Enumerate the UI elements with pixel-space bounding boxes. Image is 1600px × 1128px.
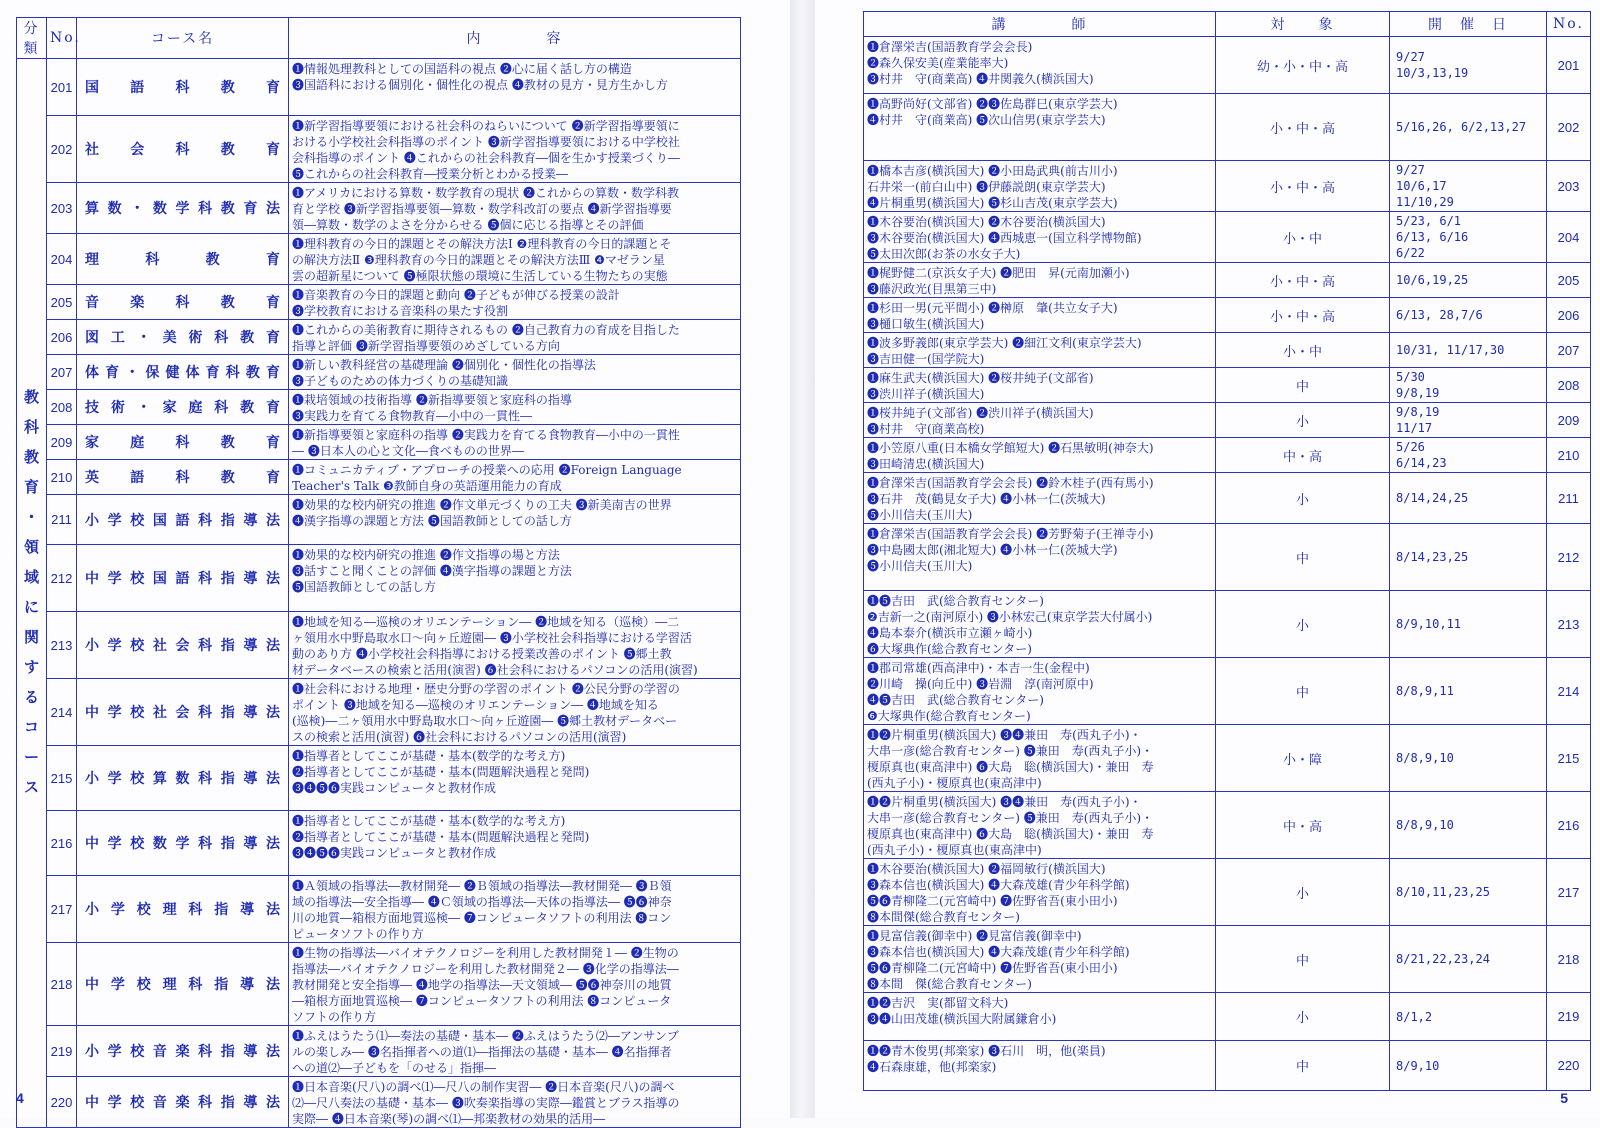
target-level: 小・障 (1216, 725, 1390, 792)
lecturer-names: ❶木谷要治(横浜国大) ❷福岡敏行(横浜国大) ❸森本信也(横浜国大) ❹大森茂雄(青少年科学館) ❺❻青柳隆二(元宮崎中) ❼佐野省吾(東小田小) ❽本間傑(総合教育センター) (864, 859, 1216, 926)
course-no: 210 (47, 460, 77, 495)
course-row (17, 545, 741, 612)
lecturer-row (864, 212, 1591, 263)
lecturer-row (864, 524, 1591, 591)
lecturer-names: ❶❷吉沢 実(都留文科大) ❸❹山田茂雄(横浜国大附属鎌倉小) (864, 993, 1216, 1041)
category-char: 領 (23, 539, 39, 556)
lecturer-row-no: 215 (1547, 725, 1591, 792)
target-level: 小・中 (1216, 333, 1390, 368)
course-no: 202 (47, 116, 77, 183)
course-row (17, 943, 741, 1026)
course-no: 208 (47, 390, 77, 425)
target-level: 中 (1216, 658, 1390, 725)
course-row (17, 183, 741, 234)
session-dates: 8/9,10,11 (1390, 591, 1547, 658)
lecturer-row-no: 205 (1547, 263, 1591, 298)
course-no: 217 (47, 876, 77, 943)
header-category: 分類 (17, 18, 47, 59)
category-char: ー (23, 749, 39, 766)
course-name: 国語科教育 (77, 59, 289, 116)
course-no: 204 (47, 234, 77, 285)
category-char: 育 (23, 479, 39, 496)
lecturer-row-no: 216 (1547, 792, 1591, 859)
course-name: 小学校音楽科指導法 (77, 1026, 289, 1077)
course-no: 206 (47, 320, 77, 355)
left-page (0, 0, 790, 1126)
target-level: 小 (1216, 859, 1390, 926)
lecturer-names: ❶高野尚好(文部省) ❷❸佐島群巳(東京学芸大) ❹村井 守(商業高) ❺次山信男(東京学芸大) (864, 94, 1216, 161)
target-level: 小・中・高 (1216, 298, 1390, 333)
target-level: 中 (1216, 1041, 1390, 1091)
lecturer-row (864, 438, 1591, 473)
course-row (17, 1026, 741, 1077)
session-dates: 10/6,19,25 (1390, 263, 1547, 298)
course-name: 算数・数学科教育法 (77, 183, 289, 234)
course-name: 技術・家庭科教育 (77, 390, 289, 425)
course-no: 213 (47, 612, 77, 679)
lecturer-row (864, 298, 1591, 333)
category-char: ス (23, 779, 39, 796)
target-level: 小・中・高 (1216, 263, 1390, 298)
course-row (17, 612, 741, 679)
target-level: 中・高 (1216, 792, 1390, 859)
right-page (815, 0, 1600, 1118)
session-dates: 8/8,9,10 (1390, 792, 1547, 859)
course-row (17, 811, 741, 876)
course-no: 218 (47, 943, 77, 1026)
course-row (17, 876, 741, 943)
session-dates: 8/8,9,10 (1390, 725, 1547, 792)
lecturer-row (864, 658, 1591, 725)
lecturer-row (864, 368, 1591, 403)
lecturer-names: ❶郡司常雄(西高津中)・本吉一生(金程中) ❷川崎 操(向丘中) ❸岩淵 淳(南河原中) ❹❺吉田 武(総合教育センター) ❻大塚典作(総合教育センター) (864, 658, 1216, 725)
lecturer-names: ❶橋本吉彦(横浜国大) ❷小田島武典(前古川小) 石井栄一(前白山中) ❸伊藤説朗(東京学芸大) ❹片桐重男(横浜国大) ❺杉山吉茂(東京学芸大) (864, 161, 1216, 212)
course-name: 中学校社会科指導法 (77, 679, 289, 746)
course-row (17, 679, 741, 746)
course-name: 体育・保健体育科教育 (77, 355, 289, 390)
category-char: 科 (23, 419, 39, 436)
session-dates: 5/26 6/14,23 (1390, 438, 1547, 473)
session-dates: 9/27 10/6,17 11/10,29 (1390, 161, 1547, 212)
session-dates: 5/23, 6/1 6/13, 6/16 6/22 (1390, 212, 1547, 263)
course-name: 中学校理科指導法 (77, 943, 289, 1026)
lecturer-row (864, 403, 1591, 438)
session-dates: 5/16,26, 6/2,13,27 (1390, 94, 1547, 161)
course-content: ❶新しい教科経営の基礎理論 ❷個別化・個性化の指導法 ❸子どものための体力づくりの基礎知識 (289, 355, 741, 390)
lecturer-row-no: 208 (1547, 368, 1591, 403)
lecturer-names: ❶波多野義郎(東京学芸大) ❷細江文利(東京学芸大) ❸吉田健一(国学院大) (864, 333, 1216, 368)
lecturer-row-no: 219 (1547, 993, 1591, 1041)
course-table-header (17, 18, 741, 59)
lecturer-row (864, 161, 1591, 212)
course-row (17, 495, 741, 545)
session-dates: 8/14,23,25 (1390, 524, 1547, 591)
course-content: ❶日本音楽(尺八)の調べ⑴―尺八の制作実習― ❷日本音楽(尺八)の調べ ⑵―尺八奏法の基礎・基本― ❸吹奏楽指導の実際―鑑賞とブラス指導の 実際― ❹日本音楽(琴)の調べ⑴―邦楽教材の効果的活用― (289, 1077, 741, 1128)
lecturer-row-no: 206 (1547, 298, 1591, 333)
header-no-right: No. (1547, 12, 1591, 37)
lecturer-row (864, 993, 1591, 1041)
course-no: 214 (47, 679, 77, 746)
course-content: ❶生物の指導法―バイオテクノロジーを利用した教材開発１― ❷生物の 指導法―バイオテクノロジーを利用した教材開発２― ❸化学の指導法― 教材開発と安全指導― ❹地学の指導法―天文領域― ❺❻神奈川の地質 ―箱根方面地質巡検― ❼コンピュータソフトの利用法 ❽コンピュータ ソフトの作り方 (289, 943, 741, 1026)
course-no: 215 (47, 746, 77, 811)
session-dates: 8/10,11,23,25 (1390, 859, 1547, 926)
lecturer-row-no: 214 (1547, 658, 1591, 725)
target-level: 中 (1216, 926, 1390, 993)
course-row (17, 59, 741, 116)
session-dates: 5/30 9/8,19 (1390, 368, 1547, 403)
category-char: る (23, 689, 39, 706)
course-name: 社会科教育 (77, 116, 289, 183)
course-content: ❶音楽教育の今日的課題と動向 ❷子どもが伸びる授業の設計 ❸学校教育における音楽科の果たす役割 (289, 285, 741, 320)
target-level: 小 (1216, 993, 1390, 1041)
category-char: に (23, 599, 39, 616)
course-content: ❶効果的な校内研究の推進 ❷作文単元づくりの工夫 ❸新美南吉の世界 ❹漢字指導の課題と方法 ❺国語教師としての話し方 (289, 495, 741, 545)
lecturer-names: ❶❷片桐重男(横浜国大) ❸❹兼田 寿(西丸子小)・ 大串一彦(総合教育センター) ❺兼田 寿(西丸子小)・ 榎原真也(東高津中) ❻大島 聡(横浜国大)・兼田 寿 (西丸子小)・榎原真也(東高津中) (864, 725, 1216, 792)
course-content: ❶新指導要領と家庭科の指導 ❷実践力を育てる食物教育―小中の一貫性 ― ❸日本人の心と文化―食べものの世界― (289, 425, 741, 460)
lecturer-row (864, 263, 1591, 298)
course-no: 207 (47, 355, 77, 390)
lecturer-row-no: 218 (1547, 926, 1591, 993)
course-name: 中学校国語科指導法 (77, 545, 289, 612)
category-cell (17, 59, 47, 1128)
course-no: 220 (47, 1077, 77, 1128)
lecturer-row (864, 792, 1591, 859)
course-row (17, 355, 741, 390)
course-content: ❶理科教育の今日的課題とその解決方法Ⅰ ❷理科教育の今日的課題とそ の解決方法Ⅱ ❸理科教育の今日的課題とその解決方法Ⅲ ❹マゼラン星 雲の超新星について ❺極限状態の環境に生活している生物たちの実態 (289, 234, 741, 285)
course-name: 音楽科教育 (77, 285, 289, 320)
course-row (17, 746, 741, 811)
category-char: ・ (23, 509, 39, 526)
lecturer-names: ❶❷青木俊男(邦楽家) ❸石川 明，他(楽員) ❹石森康雄，他(邦楽家) (864, 1041, 1216, 1091)
lecturer-row-no: 211 (1547, 473, 1591, 524)
course-no: 219 (47, 1026, 77, 1077)
header-lecturer: 講 師 (864, 12, 1216, 37)
course-content: ❶新学習指導要領における社会科のねらいについて ❷新学習指導要領に おける小学校社会科指導のポイント ❸新学習指導要領における中学校社 会科指導のポイント ❹これからの社会科教育―個を生かす授業づくり― ❺これからの社会科教育―授業分析とわかる授業― (289, 116, 741, 183)
book-gutter (790, 0, 815, 1118)
page-number-left: 4 (16, 1090, 24, 1106)
course-row (17, 1077, 741, 1128)
session-dates: 8/8,9,11 (1390, 658, 1547, 725)
category-char: す (23, 659, 39, 676)
lecturer-names: ❶杉田一男(元平間小) ❷榊原 肇(共立女子大) ❸樋口敏生(横浜国大) (864, 298, 1216, 333)
lecturer-names: ❶桜井純子(文部省) ❷渋川祥子(横浜国大) ❸村井 守(商業高校) (864, 403, 1216, 438)
course-name: 小学校理科指導法 (77, 876, 289, 943)
course-row (17, 460, 741, 495)
course-table (16, 17, 741, 1128)
session-dates: 6/13, 28,7/6 (1390, 298, 1547, 333)
lecturer-names: ❶倉澤栄吉(国語教育学会会長) ❷鈴木桂子(西有馬小) ❸石井 茂(鶴見女子大) ❹小林一仁(茨城大) ❺小川信夫(玉川大) (864, 473, 1216, 524)
lecturer-row (864, 473, 1591, 524)
lecturer-names: ❶❷片桐重男(横浜国大) ❸❹兼田 寿(西丸子小)・ 大串一彦(総合教育センター) ❺兼田 寿(西丸子小)・ 榎原真也(東高津中) ❻大島 聡(横浜国大)・兼田 寿 (西丸子小)・榎原真也(東高津中) (864, 792, 1216, 859)
session-dates: 9/8,19 11/17 (1390, 403, 1547, 438)
course-content: ❶コミュニカティブ・アプローチの授業への応用 ❷Foreign Language Teacher's Talk ❸教師自身の英語運用能力の育成 (289, 460, 741, 495)
course-name: 小学校国語科指導法 (77, 495, 289, 545)
course-content: ❶ふえはうたう⑴―奏法の基礎・基本― ❷ふえはうたう⑵―アンサンブ ルの楽しみ― ❸名指揮者への道⑴―指揮法の基礎・基本― ❹名指揮者 への道⑵―子どもを「のせる」指揮― (289, 1026, 741, 1077)
course-row (17, 234, 741, 285)
target-level: 小・中・高 (1216, 161, 1390, 212)
target-level: 中・高 (1216, 438, 1390, 473)
course-content: ❶地域を知る―巡検のオリエンテーション― ❷地域を知る（巡検）―二 ヶ領用水中野島取水口～向ヶ丘遊園― ❸小学校社会科指導における学習活 動のあり方 ❹小学校社会科指導における授業改善のポイント ❺郷土教 材データベースの検索と活用(演習) ❻社会科におけるパソコンの活用(演習) (289, 612, 741, 679)
course-name: 理科教育 (77, 234, 289, 285)
session-dates: 8/14,24,25 (1390, 473, 1547, 524)
course-content: ❶指導者としてここが基礎・基本(数学的な考え方) ❷指導者としてここが基礎・基本(問題解決過程と発問) ❸❹❺❻実践コンピュータと教材作成 (289, 746, 741, 811)
lecturer-row-no: 202 (1547, 94, 1591, 161)
lecturer-names: ❶倉澤栄吉(国語教育学会会長) ❷芳野菊子(王禅寺小) ❸中島國太郎(湘北短大) ❹小林一仁(茨城大学) ❺小川信夫(玉川大) (864, 524, 1216, 591)
category-char: 教 (23, 389, 39, 406)
category-char: 域 (23, 569, 39, 586)
lecturer-row-no: 220 (1547, 1041, 1591, 1091)
session-dates: 9/27 10/3,13,19 (1390, 37, 1547, 94)
course-no: 203 (47, 183, 77, 234)
lecturer-row-no: 204 (1547, 212, 1591, 263)
lecturer-names: ❶木谷要治(横浜国大) ❷木谷要治(横浜国大) ❸木谷要治(横浜国大) ❹西城恵一(国立科学博物館) ❺太田次郎(お茶の水女子大) (864, 212, 1216, 263)
lecturer-row (864, 1041, 1591, 1091)
course-row (17, 425, 741, 460)
course-row (17, 320, 741, 355)
category-char: 関 (23, 629, 39, 646)
course-content: ❶Ａ領域の指導法―教材開発― ❷Ｂ領域の指導法―教材開発― ❸Ｂ領 域の指導法―安全指導― ❹Ｃ領域の指導法―天体の指導法― ❺❻神奈 川の地質―箱根方面地質巡検― ❼コンピュータソフトの利用法 ❽コン ピュータソフトの作り方 (289, 876, 741, 943)
lecturer-row (864, 94, 1591, 161)
lecturer-row-no: 209 (1547, 403, 1591, 438)
lecturer-row (864, 37, 1591, 94)
lecturer-names: ❶倉澤栄吉(国語教育学会会長) ❷森久保安美(産業能率大) ❸村井 守(商業高) ❹井関義久(横浜国大) (864, 37, 1216, 94)
lecturer-names: ❶麻生武夫(横浜国大) ❷桜井純子(文部省) ❸渋川祥子(横浜国大) (864, 368, 1216, 403)
lecturer-table (863, 11, 1591, 1091)
target-level: 小 (1216, 591, 1390, 658)
lecturer-row-no: 203 (1547, 161, 1591, 212)
header-dates: 開 催 日 (1390, 12, 1547, 37)
target-level: 小 (1216, 473, 1390, 524)
course-content: ❶指導者としてここが基礎・基本(数学的な考え方) ❷指導者としてここが基礎・基本(問題解決過程と発問) ❸❹❺❻実践コンピュータと教材作成 (289, 811, 741, 876)
lecturer-table-header (864, 12, 1591, 37)
course-content: ❶効果的な校内研究の推進 ❷作文指導の場と方法 ❸話すこと聞くことの評価 ❹漢字指導の課題と方法 ❺国語教師としての話し方 (289, 545, 741, 612)
course-no: 205 (47, 285, 77, 320)
lecturer-names: ❶梶野健二(京浜女子大) ❷肥田 昇(元南加瀬小) ❸藤沢政光(目黒第三中) (864, 263, 1216, 298)
target-level: 小・中・高 (1216, 94, 1390, 161)
lecturer-row (864, 725, 1591, 792)
lecturer-row-no: 201 (1547, 37, 1591, 94)
course-name: 中学校音楽科指導法 (77, 1077, 289, 1128)
course-no: 209 (47, 425, 77, 460)
target-level: 中 (1216, 524, 1390, 591)
course-content: ❶アメリカにおける算数・数学教育の現状 ❷これからの算数・数学科教 育と学校 ❸新学習指導要領―算数・数学科改訂の要点 ❹新学習指導要 領―算数・数学のよさを分からせる ❺個に応じる指導とその評価 (289, 183, 741, 234)
course-no: 212 (47, 545, 77, 612)
lecturer-row-no: 207 (1547, 333, 1591, 368)
course-no: 201 (47, 59, 77, 116)
category-char: コ (23, 719, 39, 736)
lecturer-names: ❶見富信義(御幸中) ❷見富信義(御幸中) ❸森本信也(横浜国大) ❹大森茂雄(青少年科学館) ❺❻青柳隆二(元宮崎中) ❼佐野省吾(東小田小) ❽本間 傑(総合教育センター) (864, 926, 1216, 993)
course-row (17, 285, 741, 320)
session-dates: 8/21,22,23,24 (1390, 926, 1547, 993)
course-content: ❶情報処理教科としての国語科の視点 ❷心に届く話し方の構造 ❸国語科における個別化・個性化の視点 ❹教材の見方・見方生かし方 (289, 59, 741, 116)
header-target: 対 象 (1216, 12, 1390, 37)
course-row (17, 116, 741, 183)
course-name: 小学校社会科指導法 (77, 612, 289, 679)
course-name: 中学校数学科指導法 (77, 811, 289, 876)
course-no: 216 (47, 811, 77, 876)
lecturer-row (864, 926, 1591, 993)
course-no: 211 (47, 495, 77, 545)
session-dates: 10/31, 11/17,30 (1390, 333, 1547, 368)
target-level: 幼・小・中・高 (1216, 37, 1390, 94)
course-name: 英語科教育 (77, 460, 289, 495)
page-number-right: 5 (1560, 1090, 1568, 1106)
target-level: 小 (1216, 403, 1390, 438)
session-dates: 8/9,10 (1390, 1041, 1547, 1091)
lecturer-row-no: 210 (1547, 438, 1591, 473)
session-dates: 8/1,2 (1390, 993, 1547, 1041)
course-name: 小学校算数科指導法 (77, 746, 289, 811)
course-row (17, 390, 741, 425)
header-content: 内 容 (289, 18, 741, 59)
category-char: 教 (23, 449, 39, 466)
target-level: 小・中 (1216, 212, 1390, 263)
header-no: No. (47, 18, 77, 59)
course-content: ❶これからの美術教育に期待されるもの ❷自己教育力の育成を目指した 指導と評価 ❸新学習指導要領のめざしている方向 (289, 320, 741, 355)
header-course: コース名 (77, 18, 289, 59)
lecturer-row (864, 859, 1591, 926)
course-content: ❶栽培領域の技術指導 ❷新指導要領と家庭科の指導 ❸実践力を育てる食物教育―小中の一貫性― (289, 390, 741, 425)
target-level: 中 (1216, 368, 1390, 403)
course-name: 図工・美術科教育 (77, 320, 289, 355)
lecturer-row (864, 333, 1591, 368)
lecturer-row-no: 217 (1547, 859, 1591, 926)
course-name: 家庭科教育 (77, 425, 289, 460)
lecturer-names: ❶小笠原八重(日本橋女学館短大) ❷石黒敏明(神奈大) ❸田崎清忠(横浜国大) (864, 438, 1216, 473)
course-content: ❶社会科における地理・歴史分野の学習のポイント ❷公民分野の学習の ポイント ❸地域を知る―巡検のオリエンテーション― ❹地域を知る (巡検)―二ヶ領用水中野島取水口～向ヶ丘遊園― ❺郷土教材データベー スの検索と活用(演習) ❻社会科におけるパソコンの活用(演習) (289, 679, 741, 746)
lecturer-row-no: 213 (1547, 591, 1591, 658)
lecturer-row-no: 212 (1547, 524, 1591, 591)
lecturer-row (864, 591, 1591, 658)
lecturer-names: ❶❺吉田 武(総合教育センター) ❷吉新一之(南河原小) ❸小林宏己(東京学芸大付属小) ❹島本泰介(横浜市立瀬ヶ崎小) ❻大塚典作(総合教育センター) (864, 591, 1216, 658)
